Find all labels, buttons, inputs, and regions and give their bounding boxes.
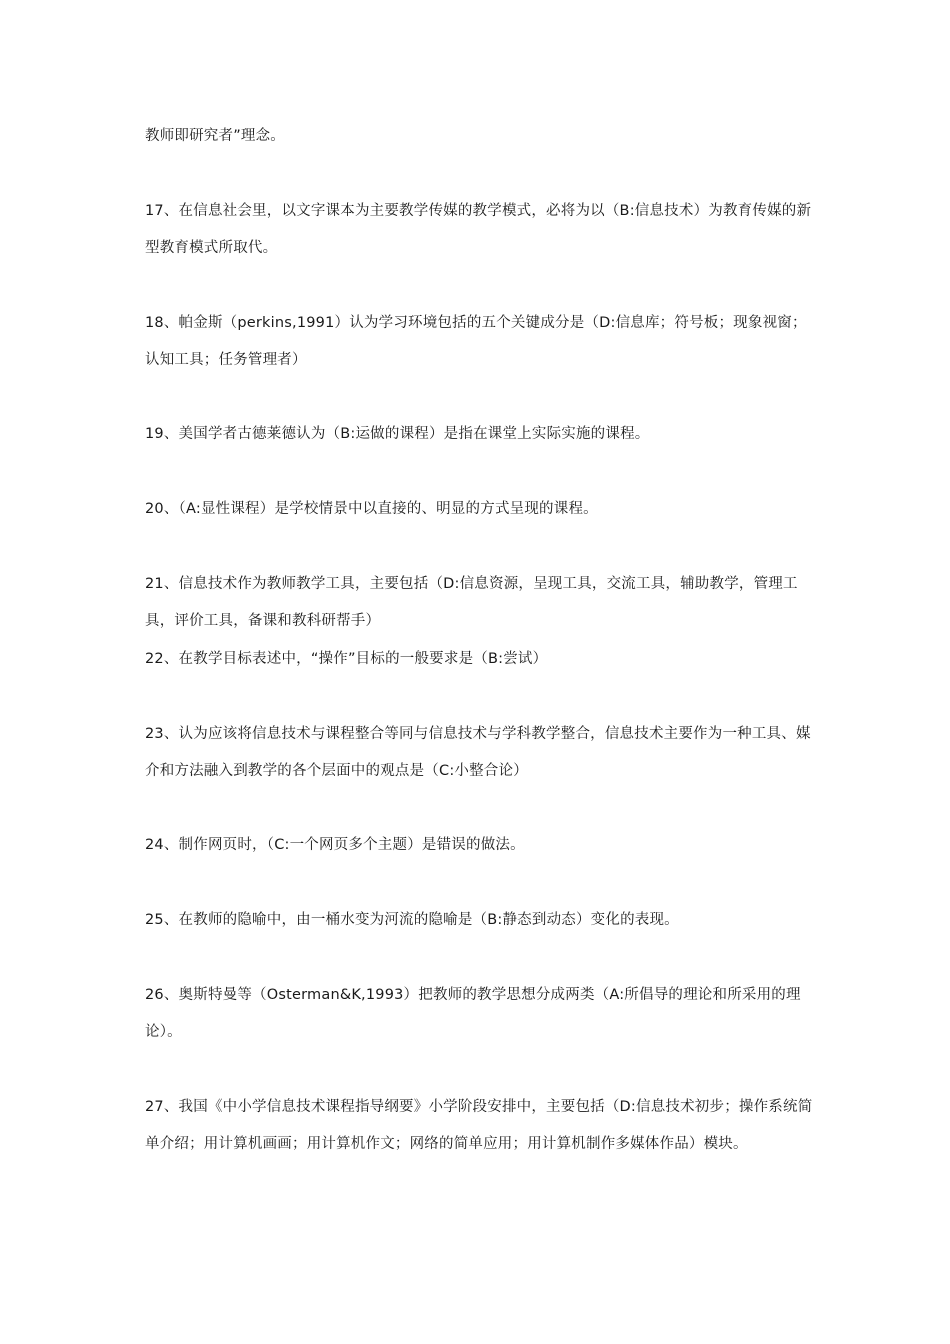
paragraph-17: 17、在信息社会里，以文字课本为主要教学传媒的教学模式，必将为以（B:信息技术）为教育传媒的新型教育模式所取代。 <box>145 203 812 256</box>
paragraph-24: 24、制作网页时，（C:一个网页多个主题）是错误的做法。 <box>145 837 525 853</box>
paragraph-16-tail: 教师即研究者”理念。 <box>145 128 286 144</box>
paragraph-20: 20、（A:显性课程）是学校情景中以直接的、明显的方式呈现的课程。 <box>145 501 598 517</box>
paragraph-19: 19、美国学者古德莱德认为（B:运做的课程）是指在课堂上实际实施的课程。 <box>145 426 650 442</box>
paragraph-18: 18、帕金斯（perkins,1991）认为学习环境包括的五个关键成分是（D:信息库；符号板；现象视窗；认知工具；任务管理者） <box>145 315 807 368</box>
paragraph-27: 27、我国《中小学信息技术课程指导纲要》小学阶段安排中，主要包括（D:信息技术初步；操作系统简单介绍；用计算机画画；用计算机作文；网络的简单应用；用计算机制作多媒体作品）模块。 <box>145 1099 813 1152</box>
paragraph-26: 26、奥斯特曼等（Osterman&K,1993）把教师的教学思想分成两类（A:所倡导的理论和所采用的理论）。 <box>145 987 801 1040</box>
paragraph-22: 22、在教学目标表述中，“操作”目标的一般要求是（B:尝试） <box>145 651 548 667</box>
paragraph-25: 25、在教师的隐喻中，由一桶水变为河流的隐喻是（B:静态到动态）变化的表现。 <box>145 912 679 928</box>
paragraph-23: 23、认为应该将信息技术与课程整合等同与信息技术与学科教学整合，信息技术主要作为一种工具、媒介和方法融入到教学的各个层面中的观点是（C:小整合论） <box>145 726 811 779</box>
paragraph-21: 21、信息技术作为教师教学工具，主要包括（D:信息资源，呈现工具，交流工具，辅助教学，管理工具，评价工具，备课和教科研帮手） <box>145 576 798 629</box>
